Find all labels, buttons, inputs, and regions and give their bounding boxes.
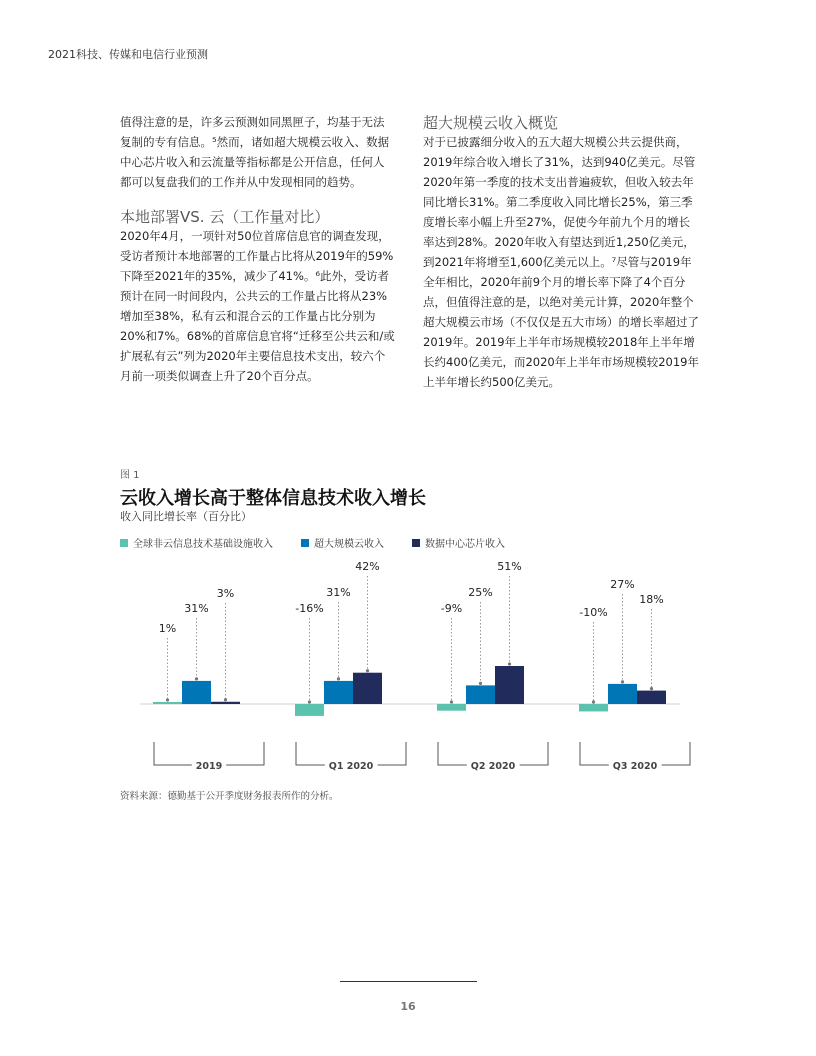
bar-0-2 [437, 704, 466, 711]
category-label: Q3 2020 [612, 761, 658, 772]
legend-label-chips: 数据中心芯片收入 [425, 539, 505, 550]
page-number: 16 [400, 1000, 416, 1013]
category-label: 2019 [195, 761, 223, 772]
data-label: 25% [468, 586, 493, 599]
leader-dot [479, 682, 482, 685]
bar-2-0 [211, 702, 240, 704]
leader-dot [508, 662, 511, 665]
bar-2-3 [637, 691, 666, 704]
bar-0-1 [295, 704, 324, 716]
leader-dot [308, 700, 311, 703]
category-label: Q1 2020 [328, 761, 374, 772]
data-label: -10% [579, 606, 608, 619]
data-label: 1% [158, 622, 177, 635]
right-section-title: 超大规模云收入概览 [423, 114, 559, 132]
legend-label-non-cloud: 全球非云信息技术基础设施收入 [133, 539, 273, 550]
leader-dot [650, 687, 653, 690]
category-label: Q2 2020 [470, 761, 516, 772]
running-header: 2021科技、传媒和电信行业预测 [48, 48, 208, 61]
figure-title: 云收入增长高于整体信息技术收入增长 [120, 488, 426, 509]
leader-dot [592, 700, 595, 703]
figure-subtitle: 收入同比增长率（百分比） [120, 510, 252, 523]
bar-0-3 [579, 704, 608, 711]
legend-label-hyperscale: 超大规模云收入 [314, 539, 384, 550]
right-section-paragraph: 对于已披露细分收入的五大超大规模公共云提供商，2019年综合收入增长了31%，达到940亿美元。尽管2020年第一季度的技术支出普遍疲软，但收入较去年同比增长31%。第二季度收入同比增长25%，第三季度增长率小幅上升至27%，促使今年前九个月的增长率达到28%。2020年收入有望达到近1,250亿美元，到2021年将增至1,600亿美元以上。⁷尽管与2019年全年相比，2020年前9个月的增长率下降了4个百分点，但值得注意的是，以绝对美元计算，2020年整个超大规模云市场（不仅仅是五大市场）的增长率超过了2019年。2019年上半年市场规模较2018年上半年增长约400亿美元，而2020年上半年市场规模较2019年上半年增长约500亿美元。 [423, 135, 699, 389]
data-label: 18% [639, 593, 664, 606]
data-label: 27% [610, 578, 635, 591]
leader-dot [621, 680, 624, 683]
bar-0-0 [153, 702, 182, 704]
figure-source: 资料来源：德勤基于公开季度财务报表所作的分析。 [120, 791, 339, 802]
bar-2-1 [353, 673, 382, 704]
bar-1-3 [608, 684, 637, 704]
left-section-title: 本地部署VS. 云（工作量对比） [120, 208, 330, 226]
data-label: 31% [184, 602, 209, 615]
leader-dot [450, 700, 453, 703]
figure-label: 图 1 [120, 470, 140, 481]
data-label: 3% [216, 587, 235, 600]
leader-dot [166, 698, 169, 701]
data-label: 51% [497, 560, 522, 573]
leader-dot [224, 698, 227, 701]
leader-dot [195, 677, 198, 680]
data-label: 42% [355, 560, 380, 573]
left-intro-paragraph: 值得注意的是，许多云预测如同黑匣子，均基于无法复制的专有信息。⁵然而，诸如超大规模云收入、数据中心芯片收入和云流量等指标都是公开信息，任何人都可以复盘我们的工作并从中发现相同的趋势。 [120, 115, 390, 189]
leader-dot [366, 669, 369, 672]
leader-dot [337, 677, 340, 680]
bar-2-2 [495, 666, 524, 704]
data-label: 31% [326, 586, 351, 599]
left-section-paragraph: 2020年4月，一项针对50位首席信息官的调查发现，受访者预计本地部署的工作量占比将从2019年的59%下降至2021年的35%，减少了41%。⁶此外，受访者预计在同一时间段内，公共云的工作量占比将从23%增加至38%，私有云和混合云的工作量占比分别为20%和7%。68%的首席信息官将“迁移至公共云和/或扩展私有云”列为2020年主要信息技术支出，较六个月前一项类似调查上升了20个百分点。 [120, 229, 395, 383]
bar-1-1 [324, 681, 353, 704]
data-label: -9% [440, 602, 463, 615]
bar-1-0 [182, 681, 211, 704]
bar-1-2 [466, 685, 495, 704]
data-label: -16% [295, 602, 324, 615]
footer-divider [340, 981, 477, 982]
